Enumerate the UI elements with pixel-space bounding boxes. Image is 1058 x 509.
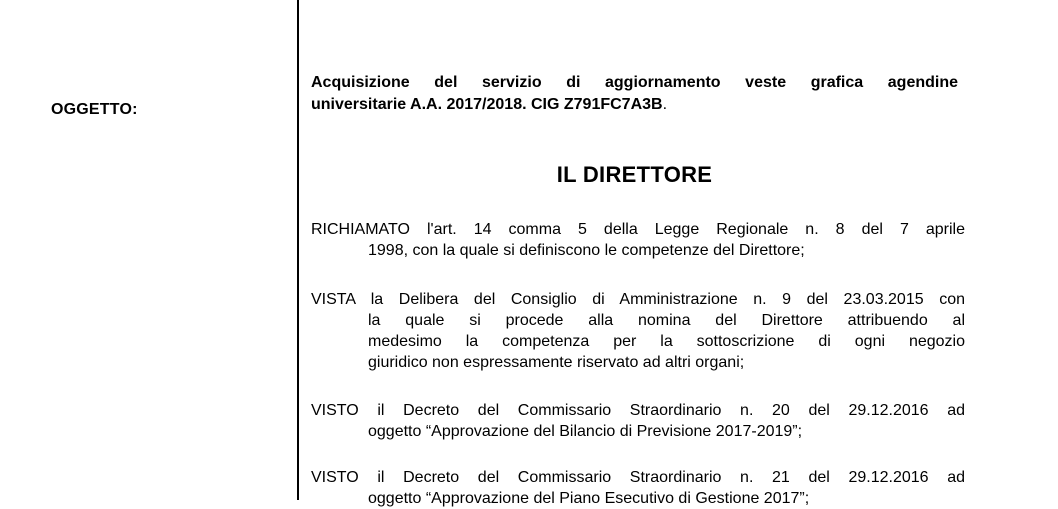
paragraph-line: RICHIAMATO l'art. 14 comma 5 della Legge Regionale n. 8 del 7 aprile [311, 221, 965, 238]
paragraph-richiamato [311, 219, 965, 261]
section-heading: IL DIRETTORE [556, 162, 713, 187]
paragraph-line: la quale si procede alla nomina del Direttore attribuendo al [368, 312, 965, 329]
paragraph-vista [311, 289, 965, 373]
subject-line-1: Acquisizione del servizio di aggiornamento veste grafica agendine [311, 74, 958, 91]
subject-line-2 [311, 94, 958, 116]
subject-line-2-end: . [662, 96, 668, 113]
paragraph-line: VISTO il Decreto del Commissario Straordinario n. 21 del 29.12.2016 ad [311, 469, 965, 486]
paragraph-visto-piano [311, 467, 965, 509]
paragraph-line: VISTA la Delibera del Consiglio di Amministrazione n. 9 del 23.03.2015 con [311, 291, 965, 308]
subject-label: OGGETTO: [51, 101, 138, 118]
paragraph-visto-bilancio [311, 400, 965, 442]
paragraph-line: VISTO il Decreto del Commissario Straordinario n. 20 del 29.12.2016 ad [311, 402, 965, 419]
paragraph-line: oggetto “Approvazione del Piano Esecutivo di Gestione 2017”; [368, 490, 810, 507]
subject-text [311, 72, 958, 116]
paragraph-line: giuridico non espressamente riservato ad altri organi; [368, 354, 745, 371]
column-divider [297, 0, 299, 500]
subject-line-2-bold: universitarie A.A. 2017/2018. CIG Z791FC7A3B [311, 96, 663, 113]
paragraph-line: 1998, con la quale si definiscono le competenze del Direttore; [368, 242, 805, 259]
paragraph-line: oggetto “Approvazione del Bilancio di Previsione 2017-2019”; [368, 423, 803, 440]
paragraph-line: medesimo la competenza per la sottoscrizione di ogni negozio [368, 333, 965, 350]
